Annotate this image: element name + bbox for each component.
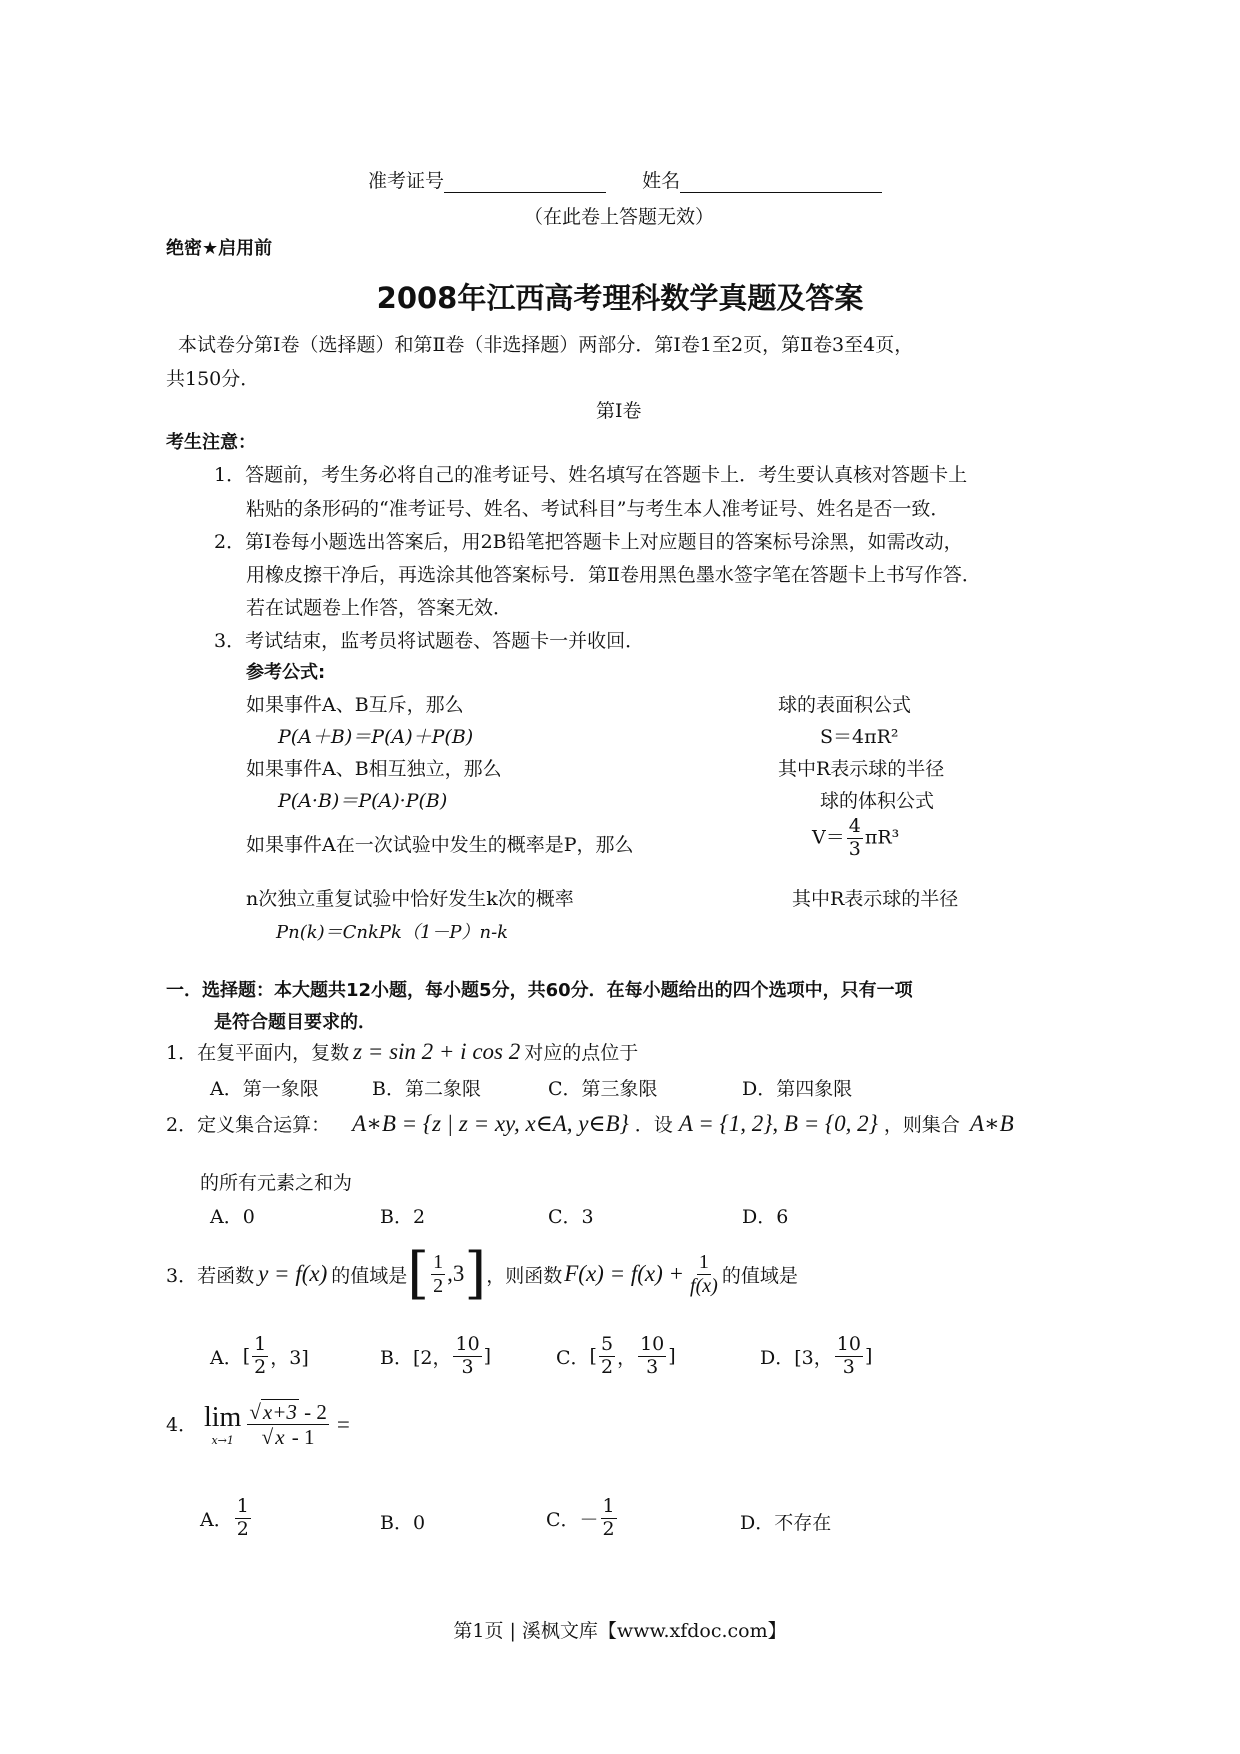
right-bracket: ]	[464, 1241, 487, 1306]
q4-option-b: B．0	[380, 1512, 426, 1534]
name-label: 姓名	[642, 170, 681, 192]
formula-right-3: 其中R表示球的半径	[778, 758, 945, 780]
invalid-note: （在此卷上答题无效）	[524, 206, 715, 228]
formula-left-2: P(A＋B)＝P(A)＋P(B)	[278, 726, 474, 748]
formula-left-5: 如果事件A在一次试验中发生的概率是P，那么	[246, 834, 634, 856]
formula-left-4: P(A·B)＝P(A)·P(B)	[278, 790, 448, 812]
left-bracket: [	[407, 1241, 430, 1306]
q1-option-a: A．第一象限	[210, 1078, 319, 1100]
limit-fraction: $\frac{√x+3 - 2}{√x - 1}$	[249, 1400, 327, 1450]
q2-option-b: B．2	[380, 1206, 426, 1228]
q2-line-2: 的所有元素之和为	[200, 1172, 353, 1194]
formulas-heading: 参考公式:	[246, 662, 326, 683]
q3-option-a: A． [ $\frac{1}{2}$ ，3]	[210, 1333, 309, 1378]
page-title: 2008年江西高考理科数学真题及答案	[376, 281, 864, 315]
reciprocal-fraction: $\frac{1}{f(x)}$	[690, 1250, 718, 1297]
q1-option-d: D．第四象限	[742, 1078, 853, 1100]
formula-right-4: 球的体积公式	[820, 790, 935, 812]
four-thirds-fraction: $\frac{4}{3}$	[848, 815, 861, 860]
notice-item-2c: 若在试题卷上作答，答案无效．	[246, 597, 513, 619]
formula-right-6: 其中R表示球的半径	[792, 888, 959, 910]
q1-option-c: C．第三象限	[548, 1078, 658, 1100]
notice-item-3: 3．考试结束，监考员将试题卷、答题卡一并收回．	[214, 630, 645, 652]
notice-item-1a: 1．答题前，考生务必将自己的准考证号、姓名填写在答题卡上．考生要认真核对答题卡上	[214, 464, 968, 486]
admission-field	[368, 166, 882, 193]
formula-right-2: S＝4πR²	[820, 726, 899, 748]
q4-option-d: D．不存在	[740, 1512, 832, 1534]
question-3: 3．若函数 y = f(x) 的值域是 [ $\frac{1}{2}$ ,3 ] ，则函数 F(x) = f(x) + $\frac{1}{f(x)}$ 的值域是	[166, 1241, 798, 1306]
secret-mark: 绝密★启用前	[166, 238, 273, 259]
volume-title: 第Ⅰ卷	[596, 400, 642, 422]
formula-right-5: V＝ $\frac{4}{3}$ πR³	[812, 815, 900, 860]
page-footer: 第1页 | 溪枫文库【www.xfdoc.com】	[453, 1620, 787, 1642]
q2-option-d: D．6	[742, 1206, 789, 1228]
question-4: lim x→1 $\frac{√x+3 - 2}{√x - 1}$ =	[204, 1400, 350, 1450]
intro-line-1: 本试卷分第Ⅰ卷（选择题）和第Ⅱ卷（非选择题）两部分．第Ⅰ卷1至2页，第Ⅱ卷3至4页，	[178, 334, 914, 356]
notice-item-2b: 用橡皮擦干净后，再选涂其他答案标号．第Ⅱ卷用黑色墨水签字笔在答题卡上书写作答．	[246, 564, 981, 586]
half-fraction: $\frac{1}{2}$	[433, 1250, 444, 1297]
q1-option-b: B．第二象限	[372, 1078, 481, 1100]
formula-left-7: Pn(k)＝CnkPk（1－P）n-k	[276, 922, 509, 943]
notice-item-1b: 粘贴的条形码的“准考证号、姓名、考试科目”与考生本人准考证号、姓名是否一致．	[246, 498, 950, 520]
q2-option-a: A．0	[210, 1206, 255, 1228]
formula-left-6: n次独立重复试验中恰好发生k次的概率	[246, 888, 574, 910]
formula-left-3: 如果事件A、B相互独立，那么	[246, 758, 502, 780]
q4-option-c: C．－ $\frac{1}{2}$	[546, 1495, 615, 1540]
admission-label: 准考证号	[368, 170, 445, 192]
intro-line-2: 共150分．	[166, 368, 260, 390]
q3-option-c: C． [ $\frac{5}{2}$ ， $\frac{10}{3}$ ]	[556, 1333, 676, 1378]
q3-option-d: D． [3， $\frac{10}{3}$ ]	[760, 1333, 873, 1378]
section-heading-1: 一．选择题：本大题共12小题，每小题5分，共60分．在每小题给出的四个选项中，只有一项	[166, 980, 913, 1001]
formula-right-1: 球的表面积公式	[778, 694, 912, 716]
q3-option-b: B． [2， $\frac{10}{3}$ ]	[380, 1333, 492, 1378]
q4-number: 4．	[166, 1414, 198, 1436]
admission-blank	[444, 172, 606, 193]
section-heading-2: 是符合题目要求的．	[214, 1012, 376, 1033]
question-1: 1．在复平面内，复数 z = sin 2 + i cos 2 对应的点位于	[166, 1039, 639, 1064]
notice-item-2a: 2．第Ⅰ卷每小题选出答案后，用2B铅笔把答题卡上对应题目的答案标号涂黑，如需改动，	[214, 531, 963, 553]
formula-left-1: 如果事件A、B互斥，那么	[246, 694, 464, 716]
name-blank	[680, 172, 882, 193]
question-2: 2．定义集合运算： A∗B = {z | z = xy, x∈A, y∈B} ．设 A = {1, 2}, B = {0, 2} ，则集合 A∗B	[166, 1111, 1014, 1136]
notice-heading: 考生注意：	[166, 432, 256, 453]
q2-option-c: C．3	[548, 1206, 594, 1228]
q4-option-a: A． $\frac{1}{2}$	[200, 1495, 249, 1540]
